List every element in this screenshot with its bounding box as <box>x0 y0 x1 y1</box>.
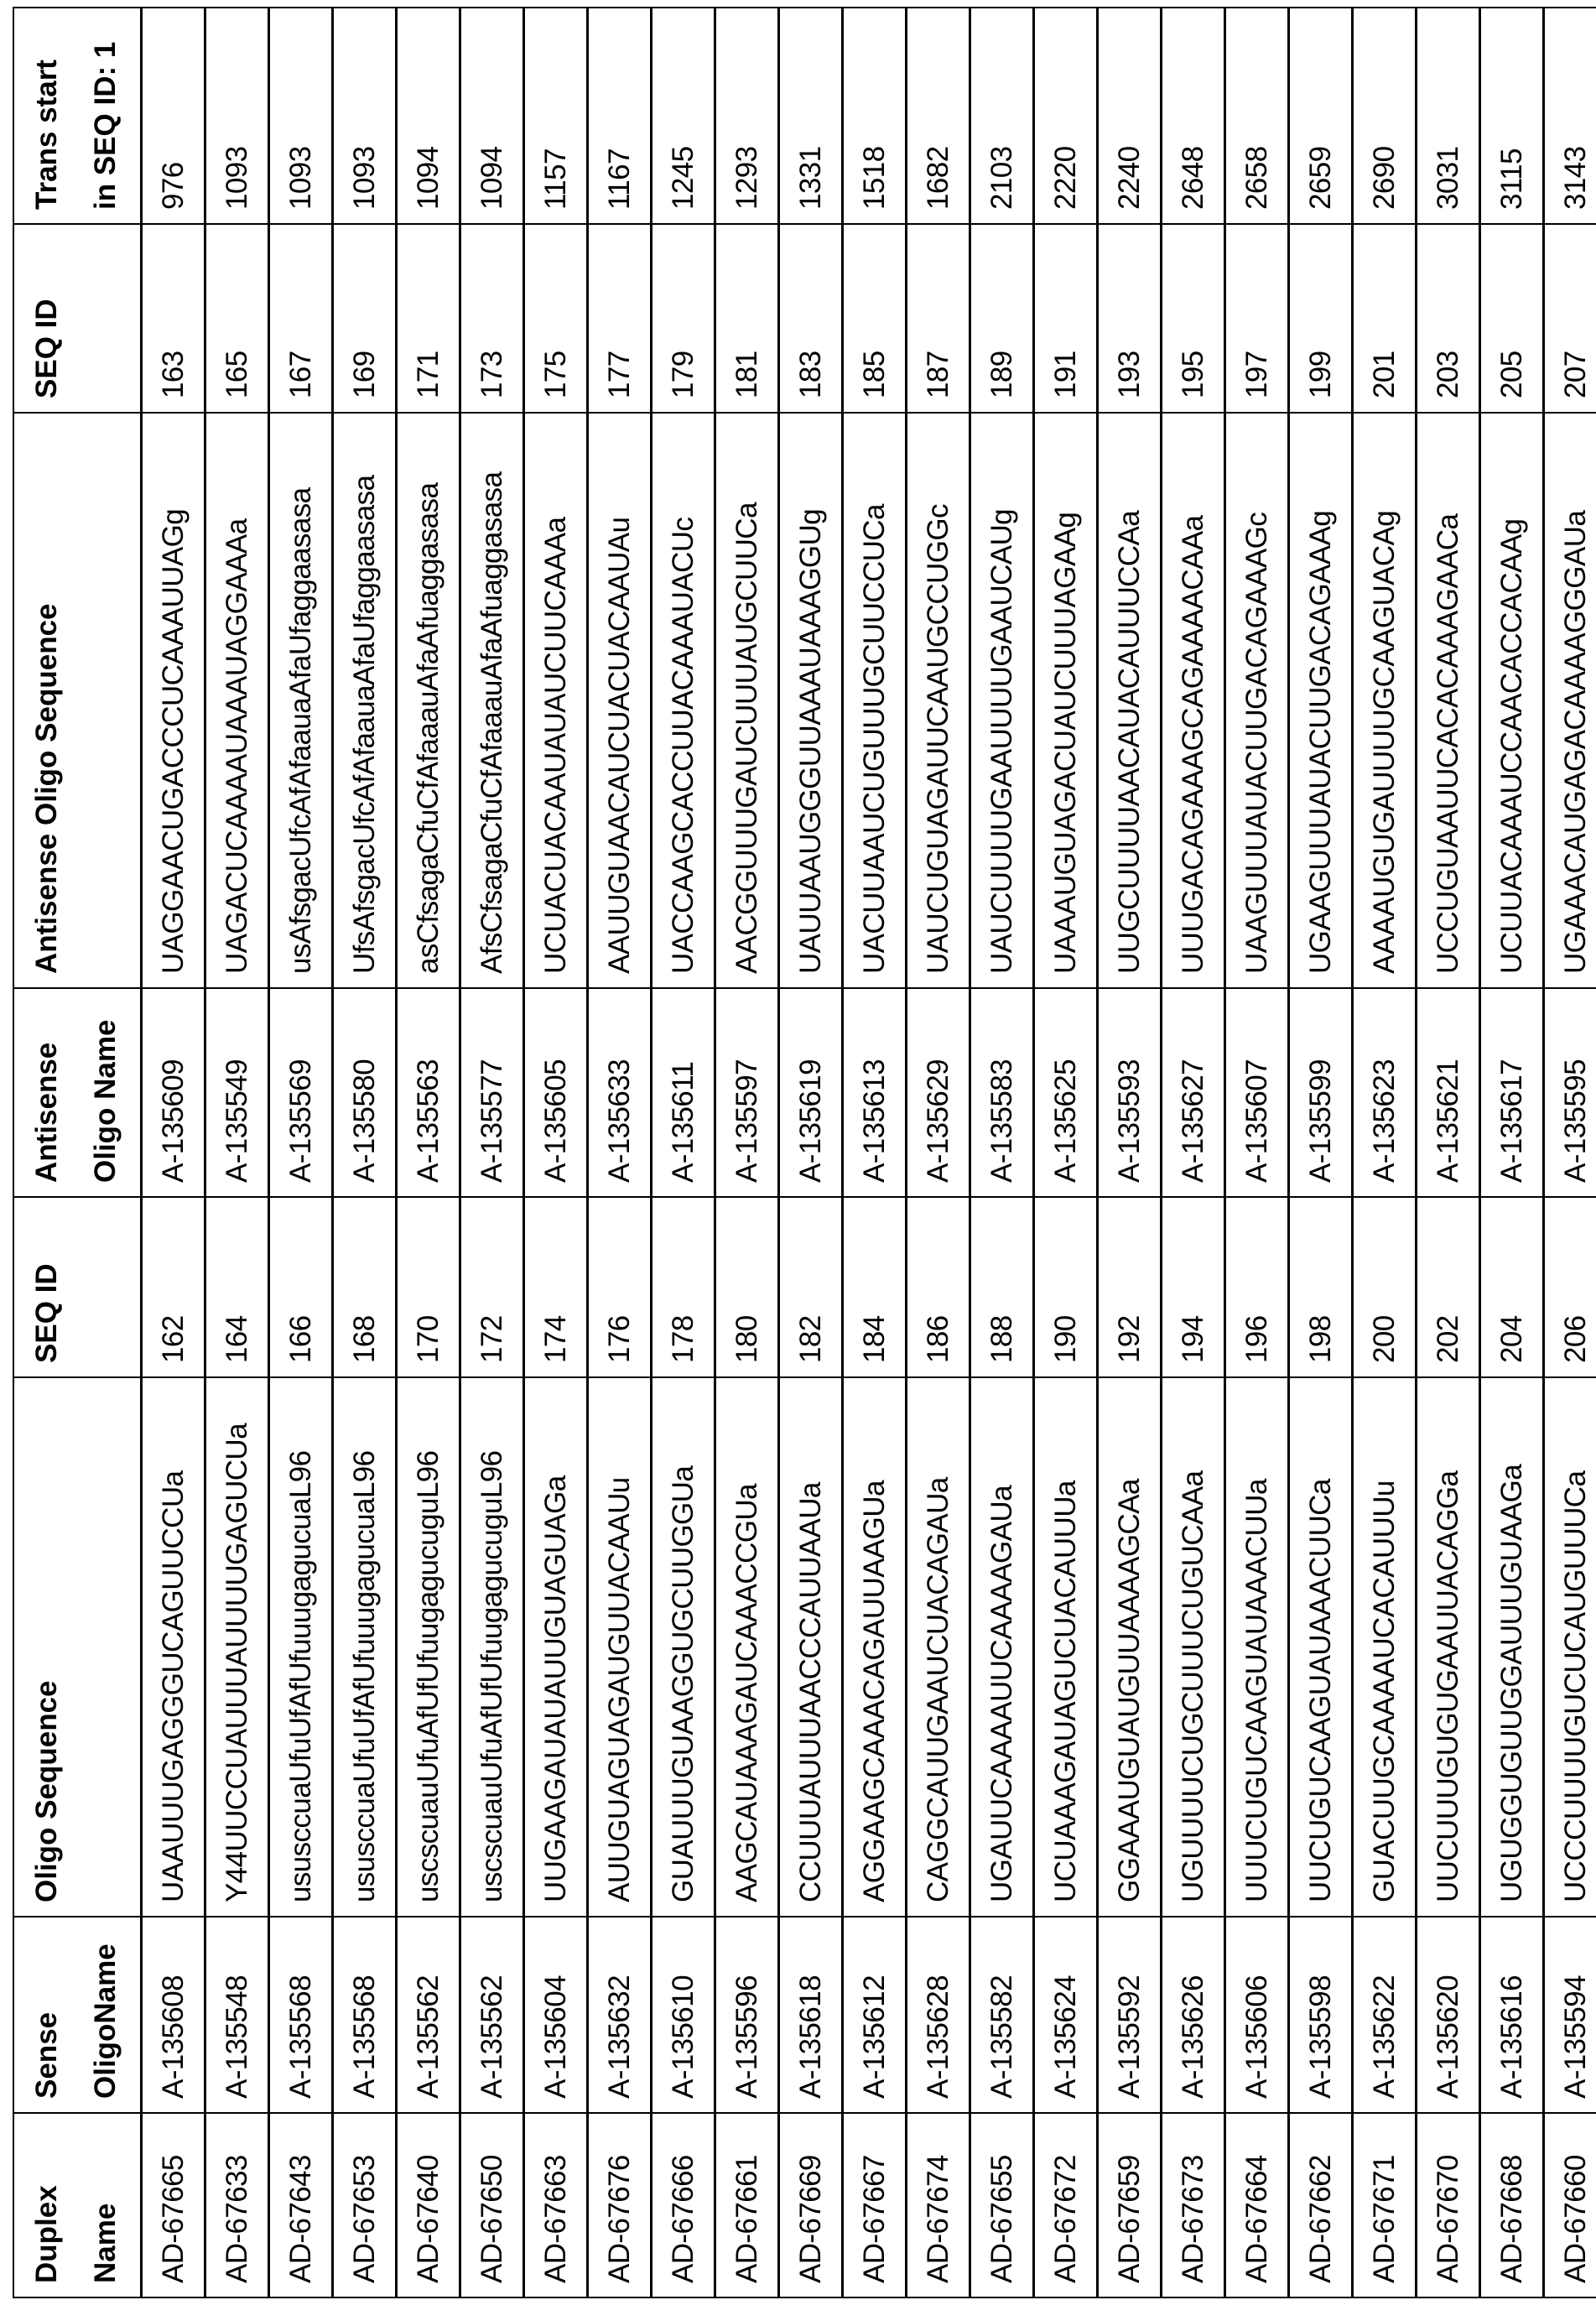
cell-sense-seq-id: 184 <box>843 1197 907 1377</box>
cell-antisense-oligo-name: A-135580 <box>333 988 397 1197</box>
cell-trans-start: 2658 <box>1225 8 1289 224</box>
cell-antisense-seq-id: 191 <box>1034 224 1098 413</box>
cell-antisense-seq-id: 167 <box>269 224 333 413</box>
cell-sense-oligo-sequence: ususccuaUfuUfAfUfuuugagucuaL96 <box>333 1377 397 1917</box>
cell-antisense-seq-id: 197 <box>1225 224 1289 413</box>
header-line: Trans start <box>18 8 76 210</box>
header-line: in SEQ ID: 1 <box>76 8 135 210</box>
cell-antisense-oligo-name: A-135569 <box>269 988 333 1197</box>
table-row <box>907 8 970 2297</box>
cell-sense-oligo-name: A-135608 <box>142 1917 205 2113</box>
cell-sense-oligo-name: A-135562 <box>397 1917 460 2113</box>
cell-antisense-oligo-name: A-135623 <box>1353 988 1417 1197</box>
cell-sense-seq-id: 204 <box>1480 1197 1544 1377</box>
cell-duplex-name: AD-67664 <box>1225 2113 1289 2297</box>
cell-sense-seq-id: 170 <box>397 1197 460 1377</box>
cell-duplex-name: AD-67669 <box>779 2113 843 2297</box>
cell-duplex-name: AD-67671 <box>1353 2113 1417 2297</box>
cell-trans-start: 2240 <box>1098 8 1162 224</box>
cell-antisense-seq-id: 193 <box>1098 224 1162 413</box>
cell-antisense-seq-id: 185 <box>843 224 907 413</box>
cell-duplex-name: AD-67670 <box>1417 2113 1480 2297</box>
header-sense-oligo-sequence <box>13 1377 142 1917</box>
cell-sense-oligo-sequence: UGUUUUCUGCUUUCUGUCAAa <box>1162 1377 1225 1917</box>
cell-duplex-name: AD-67666 <box>652 2113 715 2297</box>
cell-antisense-oligo-name: A-135607 <box>1225 988 1289 1197</box>
cell-antisense-oligo-name: A-135617 <box>1480 988 1544 1197</box>
cell-antisense-seq-id: 183 <box>779 224 843 413</box>
table-body <box>142 8 1596 2297</box>
cell-antisense-oligo-name: A-135633 <box>588 988 652 1197</box>
table-row <box>779 8 843 2297</box>
cell-sense-oligo-sequence: GGAAAUGUAUGUUAAAAGCAa <box>1098 1377 1162 1917</box>
cell-trans-start: 1094 <box>397 8 460 224</box>
cell-sense-oligo-name: A-135594 <box>1544 1917 1596 2113</box>
cell-duplex-name: AD-67640 <box>397 2113 460 2297</box>
table-row <box>1544 8 1596 2297</box>
cell-trans-start: 2103 <box>970 8 1034 224</box>
cell-antisense-seq-id: 177 <box>588 224 652 413</box>
cell-sense-oligo-sequence: UUCUUUGUGUGAAUUACAGGa <box>1417 1377 1480 1917</box>
table-row <box>397 8 460 2297</box>
cell-sense-oligo-sequence: uscscuauUfuAfUfUfuugagucuguL96 <box>397 1377 460 1917</box>
cell-antisense-seq-id: 171 <box>397 224 460 413</box>
header-line: SEQ ID <box>18 225 76 398</box>
cell-sense-oligo-sequence: UUUCUGUCAAGUAUAAACUUa <box>1225 1377 1289 1917</box>
cell-antisense-oligo-sequence: UAGGAACUGACCCUCAAAUUAGg <box>142 413 205 988</box>
cell-sense-oligo-sequence: CAGGCAUUGAAUCUACAGAUa <box>907 1377 970 1917</box>
table-row <box>1098 8 1162 2297</box>
header-line: OligoName <box>76 1918 135 2099</box>
cell-sense-oligo-name: A-135582 <box>970 1917 1034 2113</box>
cell-sense-oligo-name: A-135632 <box>588 1917 652 2113</box>
cell-trans-start: 1094 <box>460 8 524 224</box>
cell-antisense-oligo-name: A-135599 <box>1289 988 1353 1197</box>
cell-duplex-name: AD-67633 <box>205 2113 269 2297</box>
cell-sense-seq-id: 196 <box>1225 1197 1289 1377</box>
cell-duplex-name: AD-67665 <box>142 2113 205 2297</box>
cell-duplex-name: AD-67643 <box>269 2113 333 2297</box>
cell-trans-start: 976 <box>142 8 205 224</box>
cell-sense-seq-id: 168 <box>333 1197 397 1377</box>
cell-sense-seq-id: 192 <box>1098 1197 1162 1377</box>
cell-antisense-oligo-sequence: UAAGUUUAUACUUGACAGAAAGc <box>1225 413 1289 988</box>
cell-trans-start: 1167 <box>588 8 652 224</box>
cell-sense-oligo-sequence: UGUGGUGUUGGAUUUGUAAGa <box>1480 1377 1544 1917</box>
cell-antisense-seq-id: 175 <box>524 224 588 413</box>
cell-antisense-seq-id: 199 <box>1289 224 1353 413</box>
cell-antisense-seq-id: 205 <box>1480 224 1544 413</box>
header-antisense-oligo-name <box>13 988 142 1197</box>
cell-antisense-oligo-sequence: UCUACUACAAUAUAUCUUCAAAa <box>524 413 588 988</box>
cell-antisense-oligo-sequence: UAAAUGUAGACUAUCUUUAGAAg <box>1034 413 1098 988</box>
cell-duplex-name: AD-67674 <box>907 2113 970 2297</box>
cell-antisense-oligo-name: A-135625 <box>1034 988 1098 1197</box>
cell-antisense-oligo-sequence: AAAAUGUGAUUUUGCAAGUACAg <box>1353 413 1417 988</box>
cell-sense-oligo-name: A-135568 <box>333 1917 397 2113</box>
cell-trans-start: 1093 <box>269 8 333 224</box>
cell-sense-oligo-sequence: uscscuauUfuAfUfUfuugagucuguL96 <box>460 1377 524 1917</box>
cell-sense-oligo-sequence: AAGCAUAAAGAUCAAACCGUa <box>715 1377 779 1917</box>
rotated-table-container <box>13 8 1596 2298</box>
header-row <box>13 8 142 2297</box>
cell-trans-start: 1093 <box>333 8 397 224</box>
header-sense-seq-id <box>13 1197 142 1377</box>
cell-antisense-oligo-name: A-135619 <box>779 988 843 1197</box>
cell-antisense-oligo-name: A-135595 <box>1544 988 1596 1197</box>
cell-antisense-oligo-name: A-135609 <box>142 988 205 1197</box>
cell-sense-seq-id: 202 <box>1417 1197 1480 1377</box>
cell-antisense-oligo-name: A-135577 <box>460 988 524 1197</box>
header-line: Name <box>76 2114 135 2283</box>
cell-sense-oligo-name: A-135548 <box>205 1917 269 2113</box>
table-row <box>460 8 524 2297</box>
cell-antisense-oligo-name: A-135597 <box>715 988 779 1197</box>
cell-sense-seq-id: 200 <box>1353 1197 1417 1377</box>
header-line: SEQ ID <box>18 1198 76 1363</box>
cell-sense-oligo-sequence: UCUAAAGAUAGUCUACAUUUa <box>1034 1377 1098 1917</box>
cell-sense-oligo-name: A-135562 <box>460 1917 524 2113</box>
cell-antisense-oligo-sequence: UAUUAAUGGGUUAAAUAAAGGUg <box>779 413 843 988</box>
cell-sense-oligo-sequence: UUGAAGAUAUAUUGUAGUAGa <box>524 1377 588 1917</box>
cell-antisense-oligo-sequence: UAGACUCAAAAUAAAUAGGAAAa <box>205 413 269 988</box>
cell-sense-oligo-name: A-135612 <box>843 1917 907 2113</box>
cell-sense-oligo-sequence: AGGAAGCAAACAGAUUAAGUa <box>843 1377 907 1917</box>
cell-sense-oligo-name: A-135568 <box>269 1917 333 2113</box>
cell-antisense-seq-id: 203 <box>1417 224 1480 413</box>
cell-antisense-oligo-sequence: AAUUGUAACAUCUACUACAAUAu <box>588 413 652 988</box>
cell-sense-oligo-sequence: GUAUUUGUAAGGUGCUUGGUa <box>652 1377 715 1917</box>
cell-sense-oligo-sequence: CCUUUAUUUAACCCAUUAAUa <box>779 1377 843 1917</box>
cell-duplex-name: AD-67659 <box>1098 2113 1162 2297</box>
cell-antisense-oligo-name: A-135583 <box>970 988 1034 1197</box>
cell-sense-seq-id: 180 <box>715 1197 779 1377</box>
table-row <box>205 8 269 2297</box>
cell-antisense-seq-id: 169 <box>333 224 397 413</box>
cell-antisense-oligo-name: A-135627 <box>1162 988 1225 1197</box>
cell-trans-start: 3115 <box>1480 8 1544 224</box>
table-row <box>524 8 588 2297</box>
header-antisense-seq-id <box>13 224 142 413</box>
cell-sense-seq-id: 162 <box>142 1197 205 1377</box>
cell-trans-start: 1157 <box>524 8 588 224</box>
cell-duplex-name: AD-67653 <box>333 2113 397 2297</box>
header-trans-start <box>13 8 142 224</box>
cell-sense-oligo-name: A-135628 <box>907 1917 970 2113</box>
cell-antisense-oligo-name: A-135613 <box>843 988 907 1197</box>
header-line: Sense <box>18 1918 76 2099</box>
cell-antisense-oligo-sequence: UAUCUUUUGAAUUUUGAAUCAUg <box>970 413 1034 988</box>
cell-antisense-oligo-name: A-135621 <box>1417 988 1480 1197</box>
cell-antisense-oligo-sequence: usAfsgacUfcAfAfaauaAfaUfaggaasasa <box>269 413 333 988</box>
cell-sense-seq-id: 164 <box>205 1197 269 1377</box>
header-line: Duplex <box>18 2114 76 2283</box>
cell-antisense-oligo-sequence: UCCUGUAAUUCACACAAAGAACa <box>1417 413 1480 988</box>
cell-sense-oligo-sequence: UUCUGUCAAGUAUAAACUUCa <box>1289 1377 1353 1917</box>
cell-sense-oligo-sequence: UAAUUUGAGGGUCAGUUCCUa <box>142 1377 205 1917</box>
cell-sense-seq-id: 188 <box>970 1197 1034 1377</box>
cell-sense-oligo-name: A-135622 <box>1353 1917 1417 2113</box>
header-line: Antisense Oligo Sequence <box>18 414 76 974</box>
cell-antisense-oligo-name: A-135611 <box>652 988 715 1197</box>
table-row <box>843 8 907 2297</box>
cell-duplex-name: AD-67650 <box>460 2113 524 2297</box>
cell-sense-seq-id: 198 <box>1289 1197 1353 1377</box>
cell-antisense-seq-id: 165 <box>205 224 269 413</box>
cell-trans-start: 2690 <box>1353 8 1417 224</box>
cell-duplex-name: AD-67662 <box>1289 2113 1353 2297</box>
cell-sense-oligo-sequence: Y44UUCCUAUUUAUUUUGAGUCUa <box>205 1377 269 1917</box>
cell-trans-start: 1518 <box>843 8 907 224</box>
cell-sense-seq-id: 174 <box>524 1197 588 1377</box>
cell-antisense-seq-id: 207 <box>1544 224 1596 413</box>
cell-antisense-oligo-name: A-135629 <box>907 988 970 1197</box>
sirna-duplex-table <box>13 7 1596 2298</box>
cell-antisense-oligo-sequence: AfsCfsagaCfuCfAfaaauAfaAfuaggasasa <box>460 413 524 988</box>
header-duplex-name <box>13 2113 142 2297</box>
cell-sense-seq-id: 182 <box>779 1197 843 1377</box>
cell-duplex-name: AD-67676 <box>588 2113 652 2297</box>
cell-trans-start: 2648 <box>1162 8 1225 224</box>
table-row <box>715 8 779 2297</box>
cell-sense-oligo-name: A-135604 <box>524 1917 588 2113</box>
table-row <box>1480 8 1544 2297</box>
cell-antisense-seq-id: 189 <box>970 224 1034 413</box>
table-row <box>588 8 652 2297</box>
cell-antisense-oligo-sequence: UACUUAAUCUGUUUGCUUCCUCa <box>843 413 907 988</box>
cell-antisense-oligo-sequence: UUGCUUUUAACAUACAUUUCCAa <box>1098 413 1162 988</box>
cell-antisense-oligo-name: A-135549 <box>205 988 269 1197</box>
table-row <box>652 8 715 2297</box>
cell-antisense-oligo-sequence: UAUCUGUAGAUUCAAUGCCUGGc <box>907 413 970 988</box>
cell-sense-seq-id: 176 <box>588 1197 652 1377</box>
cell-duplex-name: AD-67660 <box>1544 2113 1596 2297</box>
cell-duplex-name: AD-67668 <box>1480 2113 1544 2297</box>
header-line: Antisense <box>18 989 76 1183</box>
cell-antisense-oligo-sequence: UACCAAGCACCUUACAAAUACUc <box>652 413 715 988</box>
cell-duplex-name: AD-67673 <box>1162 2113 1225 2297</box>
cell-sense-oligo-name: A-135610 <box>652 1917 715 2113</box>
cell-sense-oligo-sequence: GUACUUGCAAAAUCACAUUUu <box>1353 1377 1417 1917</box>
table-row <box>142 8 205 2297</box>
cell-sense-oligo-name: A-135620 <box>1417 1917 1480 2113</box>
cell-sense-oligo-name: A-135598 <box>1289 1917 1353 2113</box>
cell-duplex-name: AD-67661 <box>715 2113 779 2297</box>
cell-trans-start: 2659 <box>1289 8 1353 224</box>
cell-sense-oligo-name: A-135596 <box>715 1917 779 2113</box>
cell-sense-seq-id: 178 <box>652 1197 715 1377</box>
cell-sense-oligo-name: A-135616 <box>1480 1917 1544 2113</box>
header-antisense-oligo-sequence <box>13 413 142 988</box>
table-row <box>1162 8 1225 2297</box>
cell-sense-seq-id: 166 <box>269 1197 333 1377</box>
table-row <box>269 8 333 2297</box>
cell-sense-oligo-name: A-135606 <box>1225 1917 1289 2113</box>
header-line: Oligo Name <box>76 989 135 1183</box>
cell-antisense-seq-id: 163 <box>142 224 205 413</box>
cell-antisense-seq-id: 187 <box>907 224 970 413</box>
cell-sense-seq-id: 186 <box>907 1197 970 1377</box>
table-row <box>1225 8 1289 2297</box>
table-row <box>1417 8 1480 2297</box>
cell-duplex-name: AD-67655 <box>970 2113 1034 2297</box>
cell-antisense-seq-id: 181 <box>715 224 779 413</box>
table-row <box>1034 8 1098 2297</box>
cell-trans-start: 1245 <box>652 8 715 224</box>
cell-sense-seq-id: 206 <box>1544 1197 1596 1377</box>
table-row <box>1353 8 1417 2297</box>
cell-trans-start: 1331 <box>779 8 843 224</box>
cell-sense-oligo-sequence: UCCCUUUUGUCUCAUGUUUCa <box>1544 1377 1596 1917</box>
cell-antisense-oligo-sequence: UUUGACAGAAAGCAGAAAACAAa <box>1162 413 1225 988</box>
header-line: Oligo Sequence <box>18 1378 76 1902</box>
table-row <box>1289 8 1353 2297</box>
cell-sense-oligo-name: A-135624 <box>1034 1917 1098 2113</box>
cell-duplex-name: AD-67667 <box>843 2113 907 2297</box>
cell-antisense-oligo-sequence: UGAAGUUUAUACUUGACAGAAAg <box>1289 413 1353 988</box>
cell-duplex-name: AD-67663 <box>524 2113 588 2297</box>
cell-sense-oligo-name: A-135626 <box>1162 1917 1225 2113</box>
cell-sense-oligo-name: A-135592 <box>1098 1917 1162 2113</box>
cell-duplex-name: AD-67672 <box>1034 2113 1098 2297</box>
cell-trans-start: 1293 <box>715 8 779 224</box>
cell-sense-seq-id: 172 <box>460 1197 524 1377</box>
cell-sense-oligo-name: A-135618 <box>779 1917 843 2113</box>
cell-antisense-oligo-sequence: UCUUACAAAUCCAACACCACAAg <box>1480 413 1544 988</box>
cell-antisense-oligo-sequence: UGAAACAUGAGACAAAAGGGAUa <box>1544 413 1596 988</box>
cell-antisense-seq-id: 173 <box>460 224 524 413</box>
cell-trans-start: 3143 <box>1544 8 1596 224</box>
cell-antisense-seq-id: 179 <box>652 224 715 413</box>
cell-sense-oligo-sequence: ususccuaUfuUfAfUfuuugagucuaL96 <box>269 1377 333 1917</box>
header-sense-oligo-name <box>13 1917 142 2113</box>
table-row <box>970 8 1034 2297</box>
cell-trans-start: 3031 <box>1417 8 1480 224</box>
cell-trans-start: 2220 <box>1034 8 1098 224</box>
cell-sense-seq-id: 194 <box>1162 1197 1225 1377</box>
cell-trans-start: 1682 <box>907 8 970 224</box>
cell-antisense-oligo-sequence: UfsAfsgacUfcAfAfaauaAfaUfaggaasasa <box>333 413 397 988</box>
cell-sense-oligo-sequence: UGAUUCAAAAUUCAAAAGAUa <box>970 1377 1034 1917</box>
cell-antisense-oligo-name: A-135593 <box>1098 988 1162 1197</box>
cell-sense-oligo-sequence: AUUGUAGUAGAUGUUACAAUu <box>588 1377 652 1917</box>
cell-trans-start: 1093 <box>205 8 269 224</box>
cell-antisense-seq-id: 195 <box>1162 224 1225 413</box>
cell-antisense-oligo-name: A-135605 <box>524 988 588 1197</box>
cell-antisense-seq-id: 201 <box>1353 224 1417 413</box>
cell-antisense-oligo-name: A-135563 <box>397 988 460 1197</box>
table-row <box>333 8 397 2297</box>
cell-sense-seq-id: 190 <box>1034 1197 1098 1377</box>
cell-antisense-oligo-sequence: AACGGUUUGAUCUUUAUGCUUCa <box>715 413 779 988</box>
cell-antisense-oligo-sequence: asCfsagaCfuCfAfaaauAfaAfuaggasasa <box>397 413 460 988</box>
